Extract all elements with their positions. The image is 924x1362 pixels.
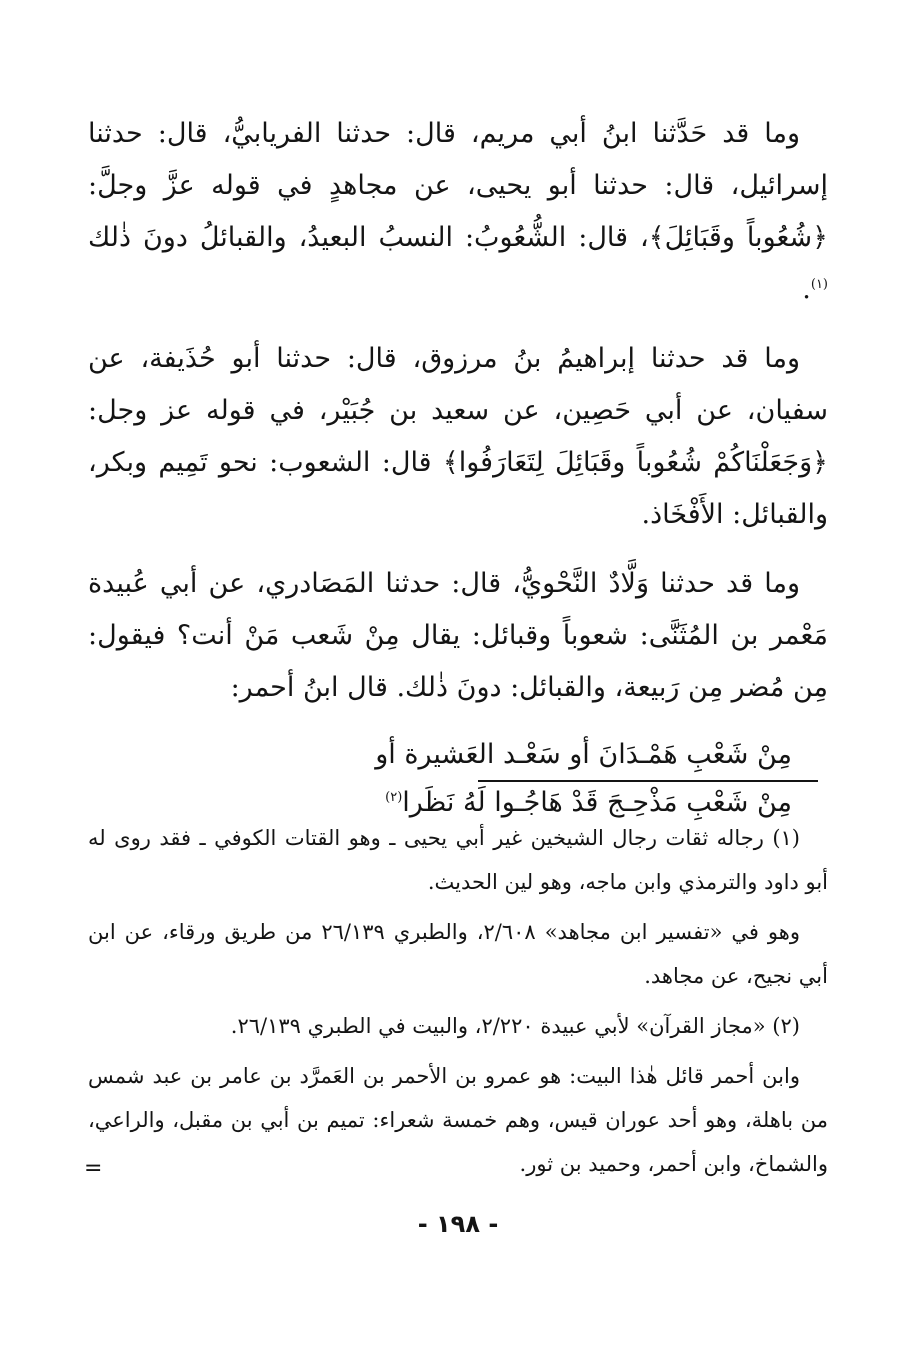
- footnote-2-continued: وابن أحمر قائل هٰذا البيت: هو عمرو بن الأحمر بن العَمرَّد بن عامر بن عبد شمس من باهلة، وهو أحد عوران قيس، وهم خمسة شعراء: تميم بن أبي بن مقبل، والراعي، والشماخ، وابن أحمر، وحميد بن ثور.: [88, 1064, 828, 1176]
- paragraph-3-text: وما قد حدثنا وَلَّادٌ النَّحْويُّ، قال: حدثنا المَصَادري، عن أبي عُبيدة مَعْمر بن المُثَنَّى: شعوباً وقبائل: يقال مِنْ شَعب مَنْ أنت؟ فيقول: مِن مُضر مِن رَبيعة، والقبائل: دونَ ذٰلك. قال ابنُ أحمر:: [88, 568, 828, 703]
- verse-line-1: مِنْ شَعْبِ هَمْـدَانَ أو سَعْـد العَشيرة أو: [375, 739, 792, 770]
- book-page: [84, 108, 828, 1258]
- page-number: - ١٩٨ -: [417, 1210, 499, 1238]
- footnote-separator: [478, 780, 818, 782]
- paragraph-1: وما قد حَدَّثنا ابنُ أبي مريم، قال: حدثنا الفريابيُّ، قال: حدثنا إسرائيل، قال: حدثنا أبو يحيى، عن مجاهدٍ في قوله عزَّ وجلَّ: ﴿شُعُوباً وقَبَائِلَ﴾، قال: الشُّعُوبُ: النسبُ البعيدُ، والقبائلُ دونَ ذٰلك $^{(١)}$.: [88, 118, 828, 305]
- footnotes: [88, 816, 828, 1192]
- paragraph-2-text: وما قد حدثنا إبراهيمُ بنُ مرزوق، قال: حدثنا أبو حُذَيفة، عن سفيان، عن أبي حَصِين، عن سعيد بن جُبَيْر، في قوله عز وجل: ﴿وَجَعَلْنَاكُمْ شُعُوباً وقَبَائِلَ لِتَعَارَفُوا﴾ قال: الشعوب: نحو تَمِيم وبكر، والقبائل: الأَفْخَاذ.: [88, 343, 828, 530]
- verse-line-2: مِنْ شَعْبِ مَذْحِـجَ قَدْ هَاجُـوا لَهُ نَظَرا$^{(٢)}$: [385, 787, 792, 818]
- footnote-1: (١) رجاله ثقات رجال الشيخين غير أبي يحيى ـ وهو القتات الكوفي ـ فقد روى له أبو داود والترمذي وابن ماجه، وهو لين الحديث.: [88, 826, 828, 894]
- paragraph-3: [88, 558, 828, 714]
- paragraph-1-text: وما قد حَدَّثنا ابنُ أبي مريم، قال: حدثنا الفريابيُّ، قال: حدثنا إسرائيل، قال: حدثنا أبو يحيى، عن مجاهدٍ في قوله عزَّ وجلَّ: ﴿شُعُوباً وقَبَائِلَ﴾، قال: الشُّعُوبُ: النسبُ البعيدُ، والقبائلُ دونَ ذٰلك: [88, 118, 828, 253]
- continuation-mark: =: [84, 1156, 103, 1181]
- footnote-marker-2: (٢): [385, 790, 403, 805]
- footnote-marker-1: (١): [810, 277, 828, 292]
- footnote-2: (٢) «مجاز القرآن» لأبي عبيدة ٢/٢٢٠، والبيت في الطبري ٢٦/١٣٩.: [230, 1014, 800, 1038]
- footnote-1-continued: وهو في «تفسير ابن مجاهد» ٢/٦٠٨، والطبري ٢٦/١٣٩ من طريق ورقاء، عن ابن أبي نجيح، عن مجاهد.: [88, 920, 828, 988]
- paragraph-2: [88, 333, 828, 541]
